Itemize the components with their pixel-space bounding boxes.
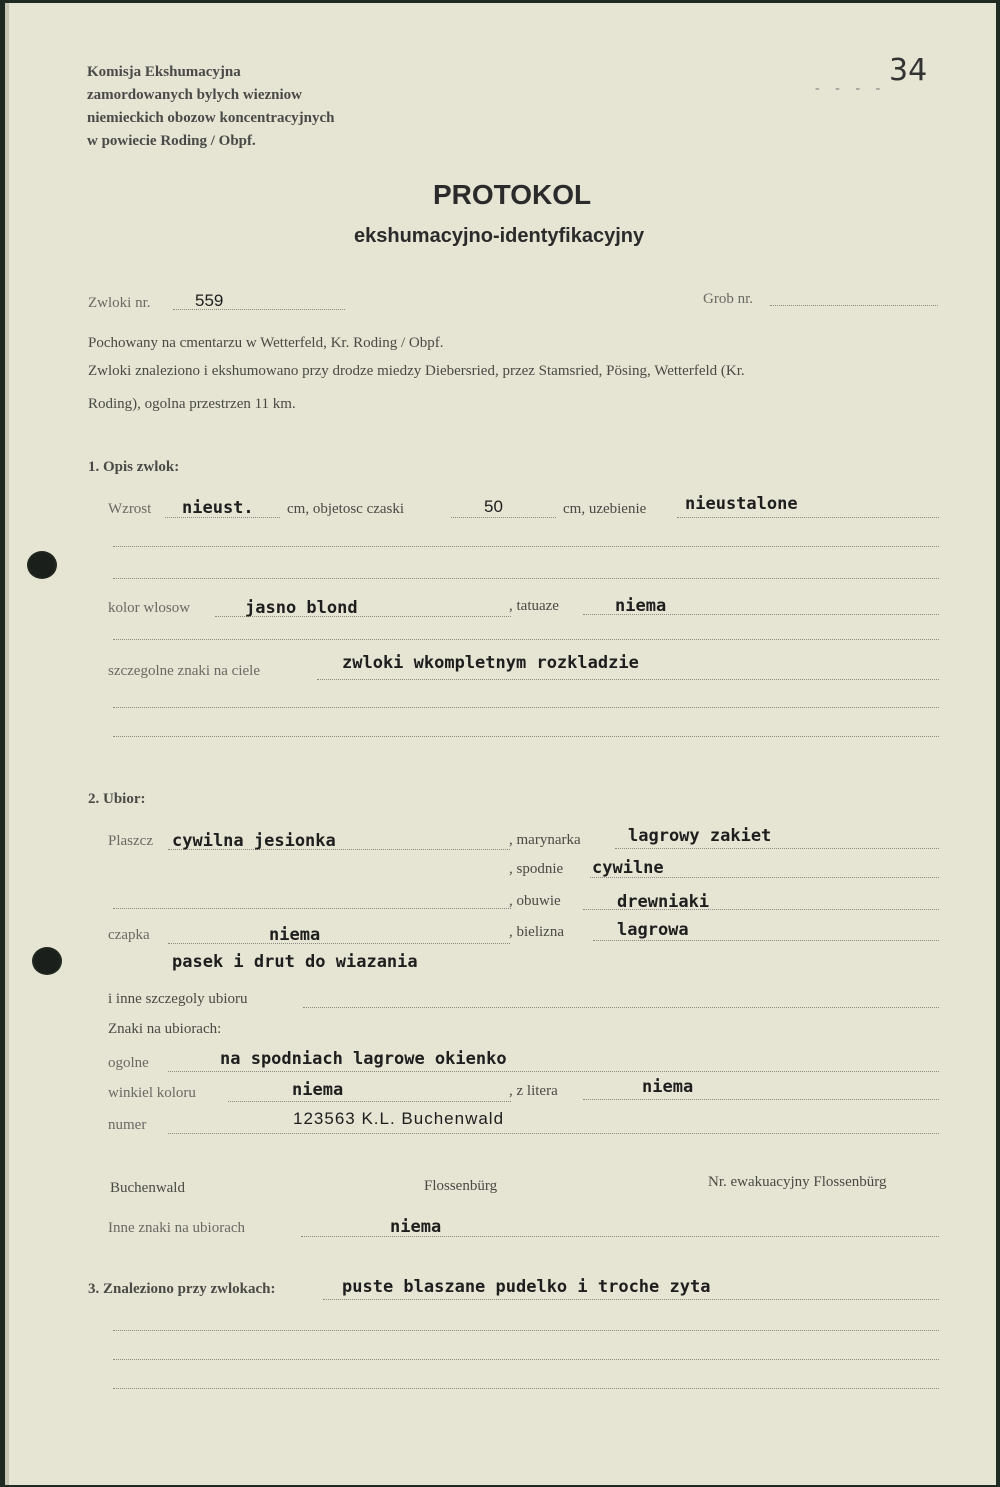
dotted-line <box>303 1007 939 1008</box>
dotted-line <box>770 305 938 306</box>
section-1-heading: 1. Opis zwlok: <box>88 459 180 475</box>
hair-color-value: jasno blond <box>245 598 358 618</box>
dotted-line <box>323 1299 939 1300</box>
dotted-line <box>113 546 939 547</box>
punch-hole <box>27 551 57 579</box>
dotted-line <box>317 679 939 680</box>
camp-flossenburg-label: Flossenbürg <box>424 1178 498 1194</box>
coat-value: cywilna jesionka <box>172 831 336 851</box>
dotted-line <box>113 908 511 909</box>
teeth-value: nieustalone <box>685 494 798 514</box>
number-label: numer <box>108 1117 147 1133</box>
hair-color-label: kolor wlosow <box>108 600 191 616</box>
special-marks-value: zwloki wkompletnym rozkladzie <box>342 653 639 673</box>
dotted-line <box>677 517 939 518</box>
cap-label: czapka <box>108 927 150 943</box>
number-value: 123563 K.L. Buchenwald <box>293 1109 505 1128</box>
page-subtitle: ekshumacyjno-identyfikacyjny <box>354 225 645 247</box>
jacket-value: lagrowy zakiet <box>628 826 772 846</box>
skull-value: 50 <box>484 497 503 516</box>
skull-label: cm, objetosc czaski <box>287 501 405 517</box>
found-line-1: Zwloki znaleziono i ekshumowano przy drodze miedzy Diebersried, przez Stamsried, Pösing, Wetterfeld (Kr. <box>88 363 745 379</box>
dotted-line <box>113 707 939 708</box>
teeth-label: cm, uzebienie <box>563 501 647 517</box>
punch-hole <box>32 947 62 975</box>
paper-edge <box>5 3 9 1485</box>
camp-buchenwald-label: Buchenwald <box>110 1180 185 1196</box>
letter-value: niema <box>642 1077 694 1097</box>
dotted-line <box>113 736 939 737</box>
shoes-value: drewniaki <box>617 892 710 912</box>
dotted-line <box>168 1071 939 1072</box>
decorative-dashes: - - - - <box>815 81 887 96</box>
dotted-line <box>168 943 510 944</box>
special-marks-label: szczegolne znaki na ciele <box>108 663 260 679</box>
buried-line: Pochowany na cmentarzu w Wetterfeld, Kr. Roding / Obpf. <box>88 335 444 351</box>
trousers-label: , spodnie <box>509 861 564 877</box>
height-value: nieust. <box>182 498 254 518</box>
other-clothing-marks-value: niema <box>390 1217 442 1237</box>
extra-clothing-value: pasek i drut do wiazania <box>172 952 418 972</box>
shoes-label: , obuwie <box>509 893 561 909</box>
commission-header <box>87 61 334 153</box>
winkel-color-value: niema <box>292 1080 344 1100</box>
winkel-color-label: winkiel koloru <box>108 1085 196 1101</box>
dotted-line <box>593 940 939 941</box>
section-2-heading: 2. Ubior: <box>88 791 146 807</box>
jacket-label: , marynarka <box>509 832 581 848</box>
found-line-2: Roding), ogolna przestrzen 11 km. <box>88 396 296 412</box>
dotted-line <box>113 578 939 579</box>
tattoo-value: niema <box>615 596 667 616</box>
general-value: na spodniach lagrowe okienko <box>220 1049 507 1069</box>
evacuation-number-label: Nr. ewakuacyjny Flossenbürg <box>708 1174 887 1190</box>
underwear-label: , bielizna <box>509 924 564 940</box>
trousers-value: cywilne <box>592 858 664 878</box>
header-line: niemieckich obozow koncentracyjnych <box>87 110 335 126</box>
header-line: w powiecie Roding / Obpf. <box>87 133 256 149</box>
found-items-value: puste blaszane pudelko i troche zyta <box>342 1277 711 1297</box>
dotted-line <box>583 1099 939 1100</box>
dotted-line <box>113 639 939 640</box>
cap-value: niema <box>269 925 321 945</box>
other-details-label: i inne szczegoly ubioru <box>108 991 248 1007</box>
dotted-line <box>228 1101 511 1102</box>
header-line: zamordowanych bylych wiezniow <box>87 87 302 103</box>
general-label: ogolne <box>108 1055 149 1071</box>
tattoo-label: , tatuaze <box>509 598 559 614</box>
underwear-value: lagrowa <box>617 920 689 940</box>
clothing-marks-heading: Znaki na ubiorach: <box>108 1021 222 1037</box>
document-page <box>5 3 996 1485</box>
dotted-line <box>168 1133 939 1134</box>
letter-label: , z litera <box>509 1083 558 1099</box>
dotted-line <box>113 1330 939 1331</box>
section-3-heading: 3. Znaleziono przy zwlokach: <box>88 1281 276 1297</box>
page-number: 34 <box>889 53 928 88</box>
other-clothing-marks-label: Inne znaki na ubiorach <box>108 1220 246 1236</box>
dotted-line <box>113 1359 939 1360</box>
page-title: PROTOKOL <box>433 179 592 210</box>
dotted-line <box>113 1388 939 1389</box>
grave-number-label: Grob nr. <box>703 291 753 307</box>
header-line: Komisja Ekshumacyjna <box>87 64 241 80</box>
dotted-line <box>451 517 556 518</box>
corpse-number-value: 559 <box>195 291 224 310</box>
coat-label: Plaszcz <box>108 833 153 849</box>
height-label: Wzrost <box>108 501 152 517</box>
corpse-number-label: Zwloki nr. <box>88 295 151 311</box>
dotted-line <box>615 848 939 849</box>
